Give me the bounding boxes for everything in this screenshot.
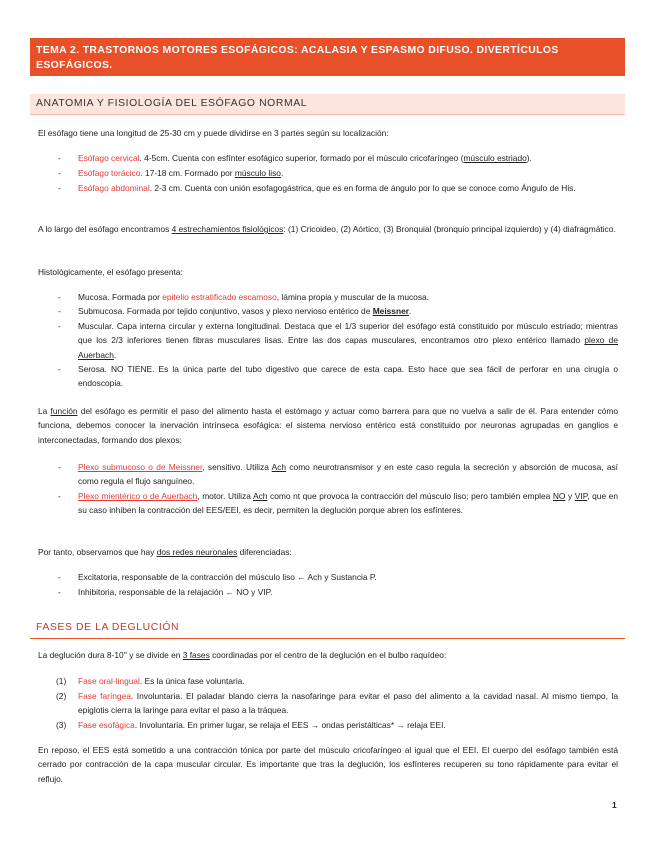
text-toracico-end: . <box>280 168 284 178</box>
term-abdominal: Esófago abdominal <box>78 183 150 193</box>
link-meissner: Meissner <box>372 306 409 316</box>
link-no: NO <box>552 491 566 501</box>
bullet-dash: - <box>58 462 61 472</box>
text-narrow-post: : (1) Cricoideo, (2) Aórtico, (3) Bronquial (bronquio principal izquierdo) y (4) diafragmático. <box>283 224 616 234</box>
list-item-fase-oral <box>78 674 618 688</box>
link-funcion: función <box>50 406 78 416</box>
text-plexo-d: , que en su caso inhiben la contracción del EES/EEI, es decir, permiten la deglución porque abren los esfínteres. <box>78 491 619 516</box>
text-fase-esofagica: . Involuntaria. En primer lugar, se relaja el EES → ondas peristálticas* → relaja EEI. <box>134 720 446 730</box>
list-item-submucosa <box>78 304 618 318</box>
text-funcion-post: del esófago es permitir el paso del alimento hasta el estómago y actuar como barrera para que no vuelva a salir de él. Para entender cómo funciona, debemos conocer la inervación intrínseca esofágica: el sistema nervioso entérico está constituido por neuronas agrupadas en ganglios e interconectadas, formando dos plexos: <box>38 406 618 445</box>
term-fase-esofagica: Fase esofágica <box>78 720 135 730</box>
page-number: 1 <box>612 800 617 810</box>
text-cervical: . 4-5cm. Cuenta con esfínter esofágico superior, formado por el músculo cricofaríngeo ( <box>139 153 464 163</box>
list-item-muscular <box>78 319 618 362</box>
text-muscular-post: . <box>113 349 117 360</box>
document-title: TEMA 2. TRASTORNOS MOTORES ESOFÁGICOS: ACALASIA Y ESPASMO DIFUSO. DIVERTÍCULOS ESOFÁGICOS. <box>30 38 625 76</box>
paragraph-redes <box>38 545 618 559</box>
paragraph-funcion <box>38 404 618 447</box>
list-item-excitatoria: Excitatoria, responsable de la contracción del músculo liso ← Ach y Sustancia P. <box>78 572 377 582</box>
list-number: (3) <box>56 720 67 730</box>
list-item-plexo-auerbach <box>78 489 618 518</box>
list-item-plexo-meissner <box>78 460 618 489</box>
link-estrechamientos: 4 estrechamientos fisiológicos <box>171 224 284 234</box>
text-plexo-a: , sensitivo. Utiliza <box>202 462 272 472</box>
section-heading-deglucion: FASES DE LA DEGLUCIÓN <box>30 618 625 639</box>
list-item-toracico <box>78 166 618 180</box>
term-plexo-meissner: Plexo submucoso o de Meissner <box>78 462 203 472</box>
link-ach: Ach <box>252 491 268 501</box>
link-musculo-liso: músculo liso <box>234 168 281 178</box>
text-deglucion-post: coordinadas por el centro de la deglución en el bulbo raquídeo: <box>209 650 447 660</box>
text-narrow-pre: A lo largo del esófago encontramos <box>38 224 172 234</box>
text-mucosa: Mucosa. Formada por <box>78 292 163 302</box>
text-funcion-pre: La <box>38 406 51 416</box>
term-fase-oral: Fase oral-lingual <box>78 676 140 686</box>
text-submucosa-post: . <box>409 306 412 316</box>
link-3-fases: 3 fases <box>182 650 210 660</box>
bullet-dash: - <box>58 183 61 193</box>
link-plexo-auerbach: plexo de Auerbach <box>78 335 618 360</box>
list-item-fase-faringea <box>78 689 618 718</box>
paragraph-reposo: En reposo, el EES está sometido a una contracción tónica por parte del músculo cricofaríngeo al igual que el EEI. El cuerpo del esófago también está cerrado por contracción de la capa muscular circular. Es importante que tras la deglución, los esfínteres recuperen su tono rápidamente para evitar el reflujo. <box>38 745 618 784</box>
text-muscular: Muscular. Capa interna circular y externa longitudinal. Destaca que el 1/3 superior del esófago está constituido por músculo estriado; mientras que los 2/3 inferiores tienen fibras musculares lisas. Entre las dos capas musculares, encontramos otro plexo entérico llamado <box>78 321 618 346</box>
term-cervical: Esófago cervical <box>78 153 140 163</box>
list-item-inhibitoria: Inhibitoria, responsable de la relajación ← NO y VIP. <box>78 587 273 597</box>
paragraph-estrechamientos <box>38 222 618 236</box>
link-vip: VIP <box>574 491 588 501</box>
paragraph-intro: El esófago tiene una longitud de 25-30 cm y puede dividirse en 3 partes según su localización: <box>38 128 389 138</box>
bullet-dash: - <box>58 491 61 501</box>
list-item-cervical <box>78 151 618 165</box>
bullet-dash: - <box>58 306 61 316</box>
bullet-dash: - <box>58 292 61 302</box>
text-plexo-c: y <box>565 491 575 501</box>
text-plexo-b: como neurotransmisor y en este caso regula la secreción y absorción de mucosa, así como regula el flujo sanguíneo. <box>78 462 618 487</box>
bullet-dash: - <box>58 168 61 178</box>
text-fase-oral: . Es la única fase voluntaria. <box>139 676 245 686</box>
term-plexo-auerbach: Plexo mientérico o de Auerbach <box>78 491 198 501</box>
bullet-dash: - <box>58 153 61 163</box>
text-mucosa-post: , lámina propia y muscular de la mucosa. <box>276 292 429 302</box>
text-submucosa: Submucosa. Formada por tejido conjuntivo, vasos y plexo nervioso entérico de <box>78 306 373 316</box>
text-cervical-end: ). <box>526 153 532 163</box>
text-abdominal: . 2-3 cm. Cuenta con unión esofagogástrica, que es en forma de ángulo por lo que se conoce como Ángulo de His. <box>149 183 576 193</box>
paragraph-deglucion-intro <box>38 648 618 662</box>
text-redes-post: diferenciadas: <box>237 547 292 557</box>
section-heading-anatomia: ANATOMIA Y FISIOLOGÍA DEL ESÓFAGO NORMAL <box>30 94 625 115</box>
bullet-dash: - <box>58 364 61 374</box>
bullet-dash: - <box>58 572 61 582</box>
list-item-abdominal <box>78 181 618 195</box>
link-musculo-estriado: músculo estriado <box>463 153 527 163</box>
text-fase-faringea: . Involuntaria. El paladar blando cierra la nasofaringe para evitar el paso del alimento a la cavidad nasal. Al mismo tiempo, la epiglotis cierra la laringe para evitar el paso a la tráquea. <box>78 691 618 716</box>
list-number: (1) <box>56 676 67 686</box>
text-plexo-a: , motor. Utiliza <box>197 491 253 501</box>
bullet-dash: - <box>58 587 61 597</box>
paragraph-histologia: Histológicamente, el esófago presenta: <box>38 267 183 277</box>
text-toracico: . 17-18 cm. Formado por <box>140 168 235 178</box>
term-toracico: Esófago torácico <box>78 168 141 178</box>
term-fase-faringea: Fase faríngea <box>78 691 131 701</box>
text-deglucion-pre: La deglución dura 8-10'' y se divide en <box>38 650 183 660</box>
link-ach: Ach <box>271 462 287 472</box>
link-redes: dos redes neuronales <box>156 547 238 557</box>
list-item-serosa: Serosa. NO TIENE. Es la única parte del tubo digestivo que carece de esta capa. Esto hace que sea fácil de perforar en una cirugía o endoscopia. <box>78 364 618 389</box>
list-item-fase-esofagica <box>78 718 618 732</box>
bullet-dash: - <box>58 321 61 331</box>
term-epitelio: epitelio estratificado escamoso <box>162 292 277 302</box>
list-item-mucosa <box>78 290 618 304</box>
text-plexo-b: como nt que provoca la contracción del músculo liso; pero también emplea <box>267 491 553 501</box>
text-redes-pre: Por tanto, observamos que hay <box>38 547 157 557</box>
list-number: (2) <box>56 691 67 701</box>
